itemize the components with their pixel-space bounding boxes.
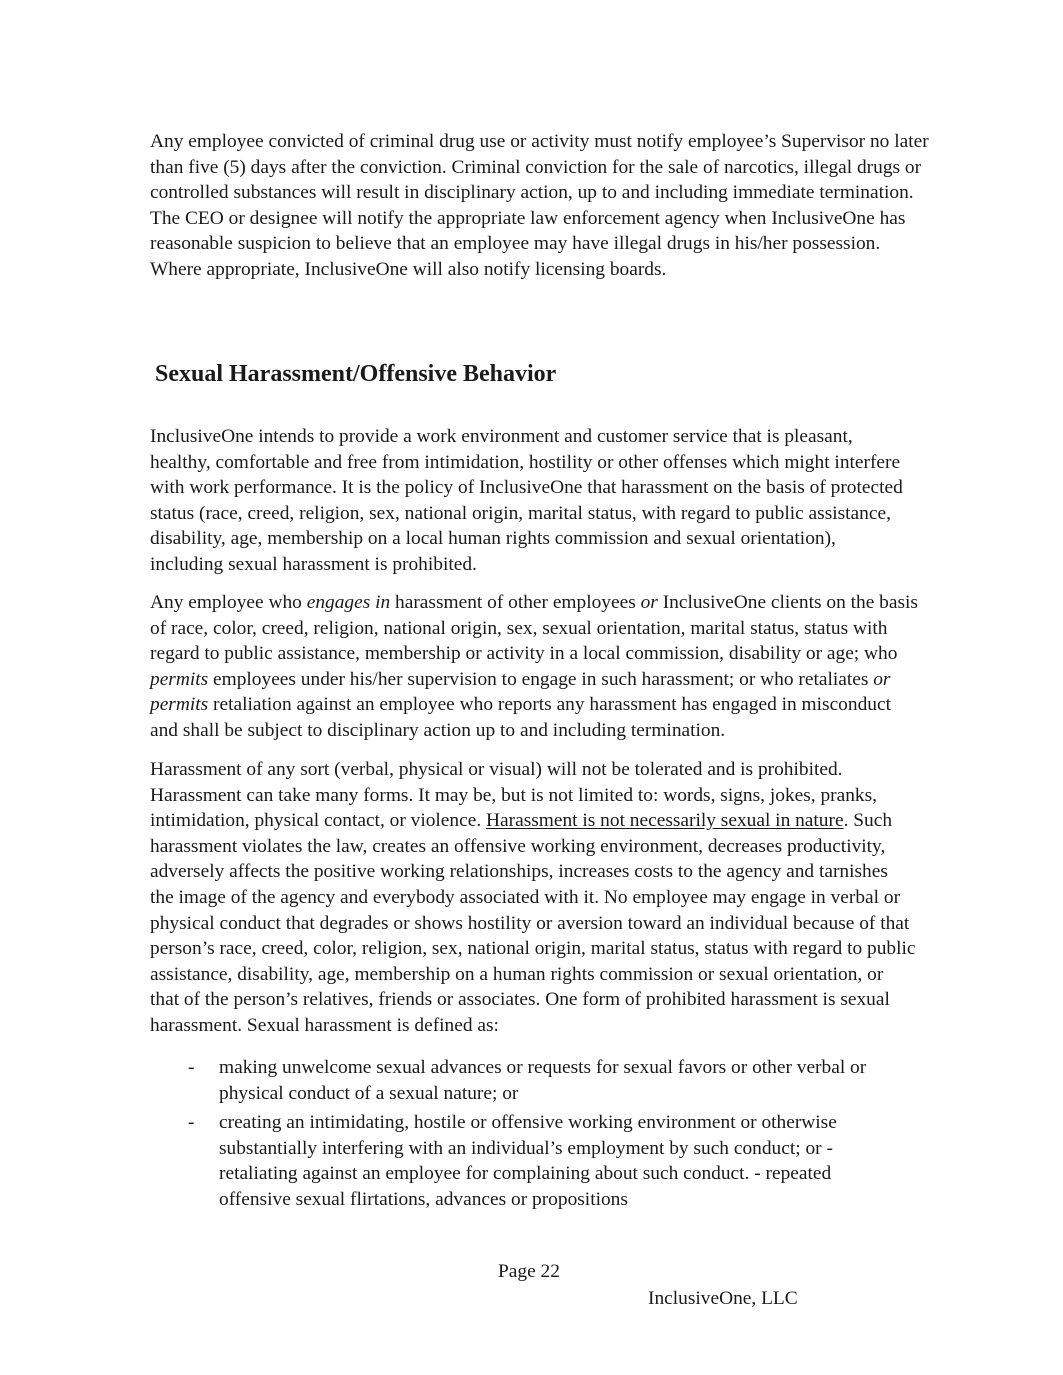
text-run: . Such [843,810,893,832]
paragraph-line: with work performance. It is the policy of InclusiveOne that harassment on the basis of protected [150,477,903,499]
paragraph-line: regard to public assistance, membership or activity in a local commission, disability or age; who [150,643,898,665]
paragraph-line: Where appropriate, InclusiveOne will also notify licensing boards. [150,258,667,280]
paragraph-line: controlled substances will result in disciplinary action, up to and including immediate termination. [150,182,914,204]
underlined-run: Harassment is not necessarily sexual in nature [486,810,844,832]
paragraph-line [150,692,918,718]
text-run: employees under his/her supervision to engage in such harassment; or who retaliates [208,668,874,690]
paragraph-line: than five (5) days after the conviction. Criminal conviction for the sale of narcotics, illegal drugs or [150,156,922,178]
paragraph-line: disability, age, membership on a local human rights commission and sexual orientation), [150,528,836,550]
engages-paragraph [150,590,918,744]
paragraph-line: Any employee convicted of criminal drug use or activity must notify employee’s Supervisor no later [150,131,929,152]
list-item-line: physical conduct of a sexual nature; or [219,1082,519,1104]
list-item-line: substantially interfering with an individual’s employment by such conduct; or - [219,1137,833,1159]
text-run: harassment of other employees [390,592,641,613]
paragraph-line: InclusiveOne intends to provide a work environment and customer service that is pleasant, [150,426,853,447]
list-dash-marker: - [188,1112,195,1133]
paragraph-line [150,590,918,616]
paragraph-line: status (race, creed, religion, sex, national origin, marital status, with regard to public assistance, [150,502,891,524]
text-run: retaliation against an employee who reports any harassment has engaged in misconduct [208,694,891,716]
harassment-paragraph [150,757,915,1039]
list-item-line: offensive sexual flirtations, advances or propositions [219,1188,628,1210]
italic-run: permits [150,668,209,690]
footer-company-name: InclusiveOne, LLC [648,1288,798,1309]
list-item-line: creating an intimidating, hostile or offensive working environment or otherwise [219,1112,837,1133]
text-run: Any employee who [150,592,307,613]
list-item [219,1055,866,1106]
paragraph-line: and shall be subject to disciplinary action up to and including termination. [150,719,726,741]
paragraph-line: harassment. Sexual harassment is defined as: [150,1014,499,1036]
paragraph-line: including sexual harassment is prohibited. [150,553,477,575]
list-item-line: making unwelcome sexual advances or requests for sexual favors or other verbal or [219,1057,867,1078]
paragraph-line: person’s race, creed, color, religion, sex, national origin, marital status, status with regard to public [150,938,916,960]
paragraph-line: assistance, disability, age, membership on a human rights commission or sexual orientation, or [150,963,884,985]
italic-run: permits [150,694,209,716]
text-run: intimidation, physical contact, or violence. [150,810,487,832]
text-run: InclusiveOne clients on the basis [657,592,918,613]
list-item-line: retaliating against an employee for complaining about such conduct. - repeated [219,1163,832,1185]
list-dash-marker: - [188,1057,195,1078]
paragraph-line: the image of the agency and everybody associated with it. No employee may engage in verbal or [150,886,901,908]
italic-run: or [873,668,891,690]
paragraph-line: Harassment can take many forms. It may be, but is not limited to: words, signs, jokes, pranks, [150,784,878,806]
paragraph-line: harassment violates the law, creates an offensive working environment, decreases productivity, [150,835,886,857]
italic-run: engages in [306,592,391,613]
drug-conviction-paragraph [150,129,929,283]
paragraph-line: healthy, comfortable and free from intimidation, hostility or other offenses which might interfere [150,451,901,473]
paragraph-line: Harassment of any sort (verbal, physical or visual) will not be tolerated and is prohibited. [150,759,843,780]
section-heading: Sexual Harassment/Offensive Behavior [155,361,557,387]
paragraph-line: physical conduct that degrades or shows hostility or aversion toward an individual because of that [150,912,910,934]
italic-run: or [640,592,658,613]
paragraph-line [150,808,915,834]
paragraph-line: reasonable suspicion to believe that an employee may have illegal drugs in his/her possession. [150,233,881,255]
paragraph-line: of race, color, creed, religion, national origin, sex, sexual orientation, marital status, status with [150,617,888,639]
intent-paragraph [150,424,903,578]
page-number: Page 22 [498,1261,560,1282]
paragraph-line [150,667,918,693]
paragraph-line: that of the person’s relatives, friends or associates. One form of prohibited harassment is sexual [150,989,890,1011]
paragraph-line: adversely affects the positive working relationships, increases costs to the agency and tarnishes [150,861,888,883]
paragraph-line: The CEO or designee will notify the appropriate law enforcement agency when InclusiveOne has [150,207,906,229]
list-item [219,1110,837,1212]
